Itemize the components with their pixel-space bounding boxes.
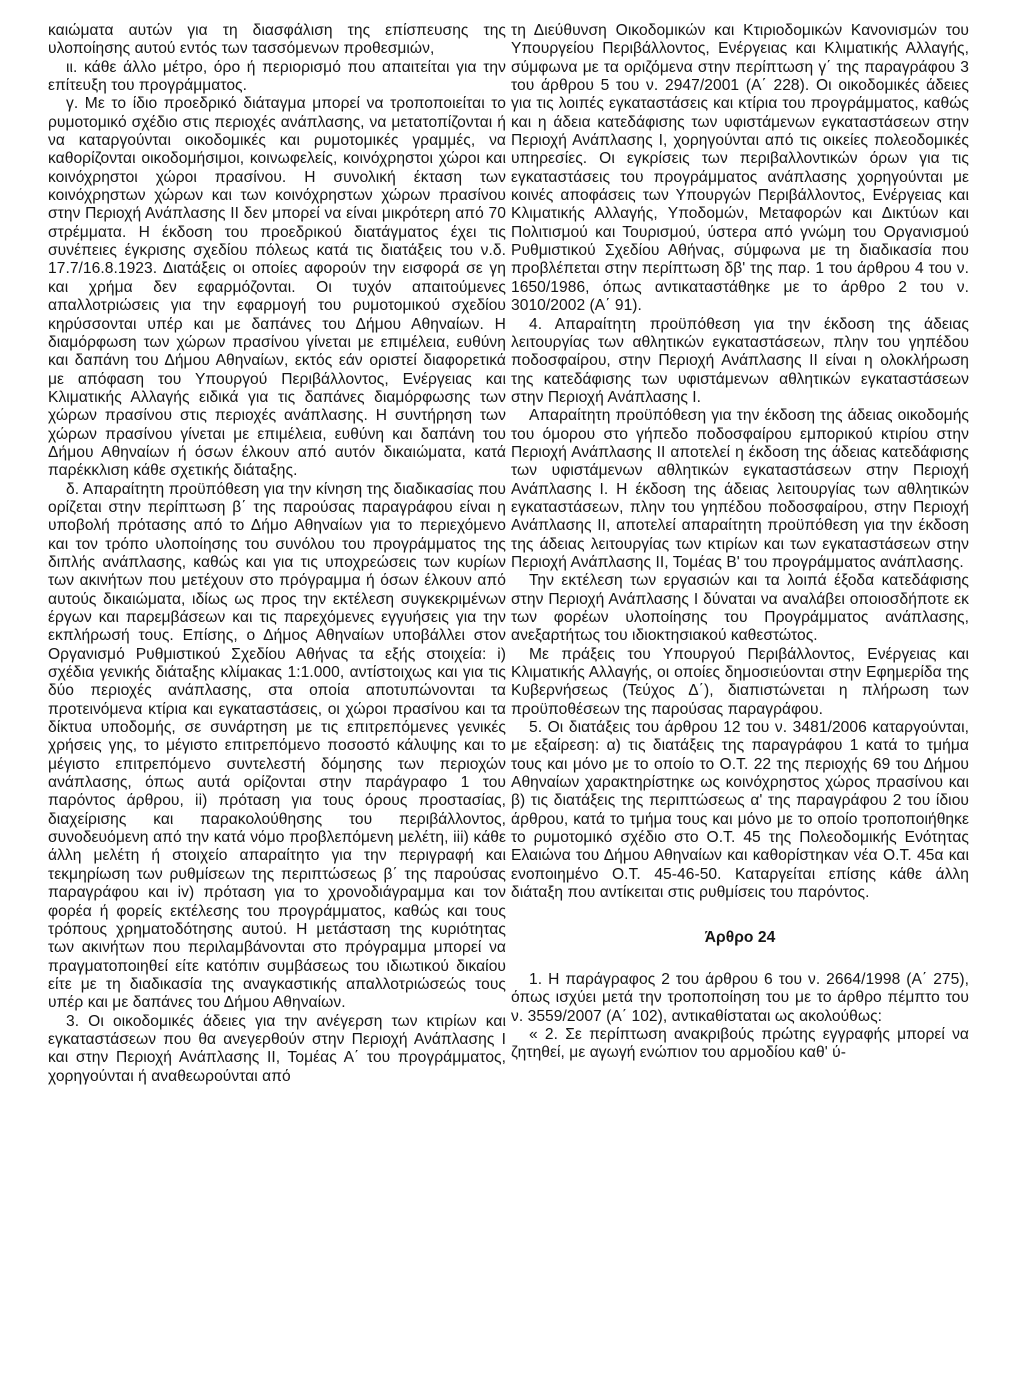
paragraph: ιι. κάθε άλλο μέτρο, όρο ή περιορισμό που απαιτείται για την επίτευξη του προγράμματος. [48, 58, 506, 95]
paragraph: Με πράξεις του Υπουργού Περιβάλλοντος, Ενέργειας και Κλιματικής Αλλαγής, οι οποίες δημοσιεύονται στην Εφημερίδα της Κυβερνήσεως (Τεύχος Δ΄), διαπιστώνεται η πλήρωση των προϋποθέσεων της παρούσας παραγράφου. [511, 645, 969, 718]
paragraph: 3. Οι οικοδομικές άδειες για την ανέγερση των κτιρίων και εγκαταστάσεων που θα ανεγερθούν στην Περιοχή Ανάπλασης Ι και στην Περιοχή Ανάπλασης ΙΙ, Τομέας Α΄ του προγράμματος, χορηγούνται ή αναθεωρούνται από [48, 1012, 506, 1085]
paragraph: 4. Απαραίτητη προϋπόθεση για την έκδοση της άδειας λειτουργίας των αθλητικών εγκαταστάσεων, πλην του γηπέδου ποδοσφαίρου, στην Περιοχή Ανάπλασης ΙΙ είναι η ολοκλήρωση της κατεδάφισης των υφιστάμενων αθλητικών εγκαταστάσεων στην Περιοχή Ανάπλασης Ι. [511, 315, 969, 406]
paragraph: γ. Με το ίδιο προεδρικό διάταγμα μπορεί να τροποποιείται το ρυμοτομικό σχέδιο στις περιοχές ανάπλασης, να μετατοπίζονται ή να καταργούνται οικοδομικές και ρυμοτομικές γραμμές, να καθορίζονται οικοδομήσιμοι, κοινωφελείς, κοινόχρηστοι χώροι και κοινόχρηστοι χώροι πρασίνου. Η συνολική έκταση των κοινόχρηστων χώρων και των κοινόχρηστων χώρων πρασίνου στην Περιοχή Ανάπλασης ΙΙ δεν μπορεί να είναι μικρότερη από 70 στρέμματα. Η έκδοση του προεδρικού διατάγματος έχει τις συνέπειες έγκρισης σχεδίου πόλεως κατά τις διατάξεις του ν.δ. 17.7/16.8.1923. Διατάξεις οι οποίες αφορούν την εισφορά σε γη και χρήμα δεν εφαρμόζονται. Οι τυχόν απαιτούμενες απαλλοτριώσεις για την εφαρμογή του ρυμοτομικού σχεδίου κηρύσσονται υπέρ και με δαπάνες του Δήμου Αθηναίων. Η διαμόρφωση των χώρων πρασίνου γίνεται με επιμέλεια, ευθύνη και δαπάνη του Δήμου Αθηναίων, εκτός εάν οριστεί διαφορετικά με απόφαση του Υπουργού Περιβάλλοντος, Ενέργειας και Κλιματικής Αλλαγής ειδικά για τις δαπάνες διαμόρφωσης των χώρων πρασίνου στις περιοχές ανάπλασης. Η συντήρηση των χώρων πρασίνου γίνεται με επιμέλεια, ευθύνη και δαπάνη του Δήμου Αθηναίων ή όσων έλκουν από αυτόν δικαιώματα, κατά παρέκκλιση κάθε σχετικής διάταξης. [48, 95, 506, 480]
paragraph: τη Διεύθυνση Οικοδομικών και Κτιριοδομικών Κανονισμών του Υπουργείου Περιβάλλοντος, Ενέργειας και Κλιματικής Αλλαγής, σύμφωνα με τα οριζόμενα στην περίπτωση γ΄ της παραγράφου 3 του άρθρου 5 του ν. 2947/2001 (Α΄ 228). Οι οικοδομικές άδειες για τις λοιπές εγκαταστάσεις και κτίρια του προγράμματος, καθώς και η άδεια κατεδάφισης των υφιστάμενων εγκαταστάσεων στην Περιοχή Ανάπλασης Ι, χορηγούνται από τις οικείες πολεοδομικές υπηρεσίες. Οι εγκρίσεις των περιβαλλοντικών όρων για τις εγκαταστάσεις του προγράμματος ανάπλασης χορηγούνται με κοινές αποφάσεις των Υπουργών Περιβάλλοντος, Ενέργειας και Κλιματικής Αλλαγής, Υποδομών, Μεταφορών και Δικτύων και Πολιτισμού και Τουρισμού, ύστερα από γνώμη του Οργανισμού Ρυθμιστικού Σχεδίου Αθήνας, σύμφωνα με τη διαδικασία που προβλέπεται στην περίπτωση δβ' της παρ. 1 του άρθρου 4 του ν. 1650/1986, όπως αντικαταστάθηκε με το άρθρο 2 του ν. 3010/2002 (Α΄ 91). [511, 22, 969, 315]
article-heading: Άρθρο 24 [704, 928, 776, 946]
right-column [511, 22, 969, 1063]
left-column [48, 22, 506, 1086]
paragraph: Απαραίτητη προϋπόθεση για την έκδοση της άδειας οικοδομής του όμορου στο γήπεδο ποδοσφαίρου εμπορικού κτιρίου στην Περιοχή Ανάπλασης ΙΙ αποτελεί η έκδοση της άδειας κατεδάφισης των υφιστάμενων αθλητικών εγκαταστάσεων στην Περιοχή Ανάπλασης Ι. Η έκδοση της άδειας λειτουργίας των αθλητικών εγκαταστάσεων, πλην του γηπέδου ποδοσφαίρου, στην Περιοχή Ανάπλασης ΙΙ, αποτελεί απαραίτητη προϋπόθεση για την έκδοση της άδειας λειτουργίας των κτιρίων και των εγκαταστάσεων στην Περιοχή Ανάπλασης ΙΙ, Τομέας Β' του προγράμματος ανάπλασης. [511, 407, 969, 571]
paragraph: 1. Η παράγραφος 2 του άρθρου 6 του ν. 2664/1998 (Α΄ 275), όπως ισχύει μετά την τροποποίηση του με το άρθρο πέμπτο του ν. 3559/2007 (Α΄ 102), αντικαθίσταται ως ακολούθως: [511, 970, 969, 1025]
paragraph: « 2. Σε περίπτωση ανακριβούς πρώτης εγγραφής μπορεί να ζητηθεί, με αγωγή ενώπιον του αρμοδίου καθ' ύ- [511, 1025, 969, 1062]
paragraph: καιώματα αυτών για τη διασφάλιση της επίσπευσης της υλοποίησης αυτού εντός των τασσόμενων προθεσμιών, [48, 22, 506, 58]
paragraph: 5. Οι διατάξεις του άρθρου 12 του ν. 3481/2006 καταργούνται, με εξαίρεση: α) τις διατάξεις της παραγράφου 1 κατά το τμήμα τους και μόνο με το οποίο το Ο.Τ. 22 της περιοχής 69 του Δήμου Αθηναίων χαρακτηρίστηκε ως κοινόχρηστος χώρος πρασίνου και β) τις διατάξεις της περιπτώσεως α' της παραγράφου 2 του ίδιου άρθρου, κατά το τμήμα τους και μόνο με το οποίο τροποποιήθηκε το ρυμοτομικό σχέδιο στο Ο.Τ. 45 της Πολεοδομικής Ενότητας Ελαιώνα του Δήμου Αθηναίων και καθορίστηκαν νέα Ο.Τ. 45α και ενοποιημένο Ο.Τ. 45-46-50. Καταργείται επίσης κάθε άλλη διάταξη που αντίκειται στις ρυθμίσεις του παρόντος. [511, 719, 969, 902]
paragraph: Την εκτέλεση των εργασιών και τα λοιπά έξοδα κατεδάφισης στην Περιοχή Ανάπλασης Ι δύναται να αναλάβει οποιοσδήποτε εκ των φορέων υλοποίησης του Προγράμματος ανάπλασης, ανεξαρτήτως του ιδιοκτησιακού καθεστώτος. [511, 572, 969, 645]
paragraph: δ. Απαραίτητη προϋπόθεση για την κίνηση της διαδικασίας που ορίζεται στην περίπτωση β΄ της παρούσας παραγράφου είναι η υποβολή πρότασης από το Δήμο Αθηναίων για το περιεχόμενο και τον τρόπο υλοποίησης του συνόλου του προγράμματος της διπλής ανάπλασης, καθώς και για τις υποχρεώσεις των κυρίων των ακινήτων που μετέχουν στο πρόγραμμα ή όσων έλκουν από αυτούς δικαιώματα, ιδίως ως προς την εκτέλεση συγκεκριμένων έργων και παρεμβάσεων και τις παρεχόμενες εγγυήσεις για την εκπλήρωσή τους. Επίσης, ο Δήμος Αθηναίων υποβάλλει στον Οργανισμό Ρυθμιστικού Σχεδίου Αθήνας τα εξής στοιχεία: i) σχέδια γενικής διάταξης κλίμακας 1:1.000, αντίστοιχως και για τις δύο περιοχές ανάπλασης, στα οποία αποτυπώνονται τα προτεινόμενα κτίρια και εγκαταστάσεις, οι χώροι πρασίνου και τα δίκτυα υποδομής, σε συνάρτηση με τις επιτρεπόμενες γενικές χρήσεις γης, το μέγιστο επιτρεπόμενο ποσοστό κάλυψης και το μέγιστο επιτρεπόμενο συντελεστή δόμησης των περιοχών ανάπλασης, όπως αυτά ορίζονται στην παράγραφο 1 του παρόντος άρθρου, ii) πρόταση για τους όρους προστασίας, διαχείρισης και παρακολούθησης του περιβάλλοντος, συνοδευόμενη από την κατά νόμο προβλεπόμενη μελέτη, iii) κάθε άλλη μελέτη ή στοιχείο απαραίτητο για την περιγραφή και τεκμηρίωση των ρυθμίσεων της περιπτώσεως β΄ της παρούσας παραγράφου και iv) πρόταση για το χρονοδιάγραμμα και τον φορέα ή φορείς εκτέλεσης του προγράμματος, καθώς και τους τρόπους χρηματοδότησης αυτού. Η μετάσταση της κυριότητας των ακινήτων που περιλαμβάνονται στο πρόγραμμα μπορεί να πραγματοποιηθεί είτε κατόπιν συμβάσεως του ιδιωτικού δικαίου είτε με τη διαδικασία της αναγκαστικής απαλλοτριώσεώς τους υπέρ και με δαπάνες του Δήμου Αθηναίων. [48, 480, 506, 1012]
